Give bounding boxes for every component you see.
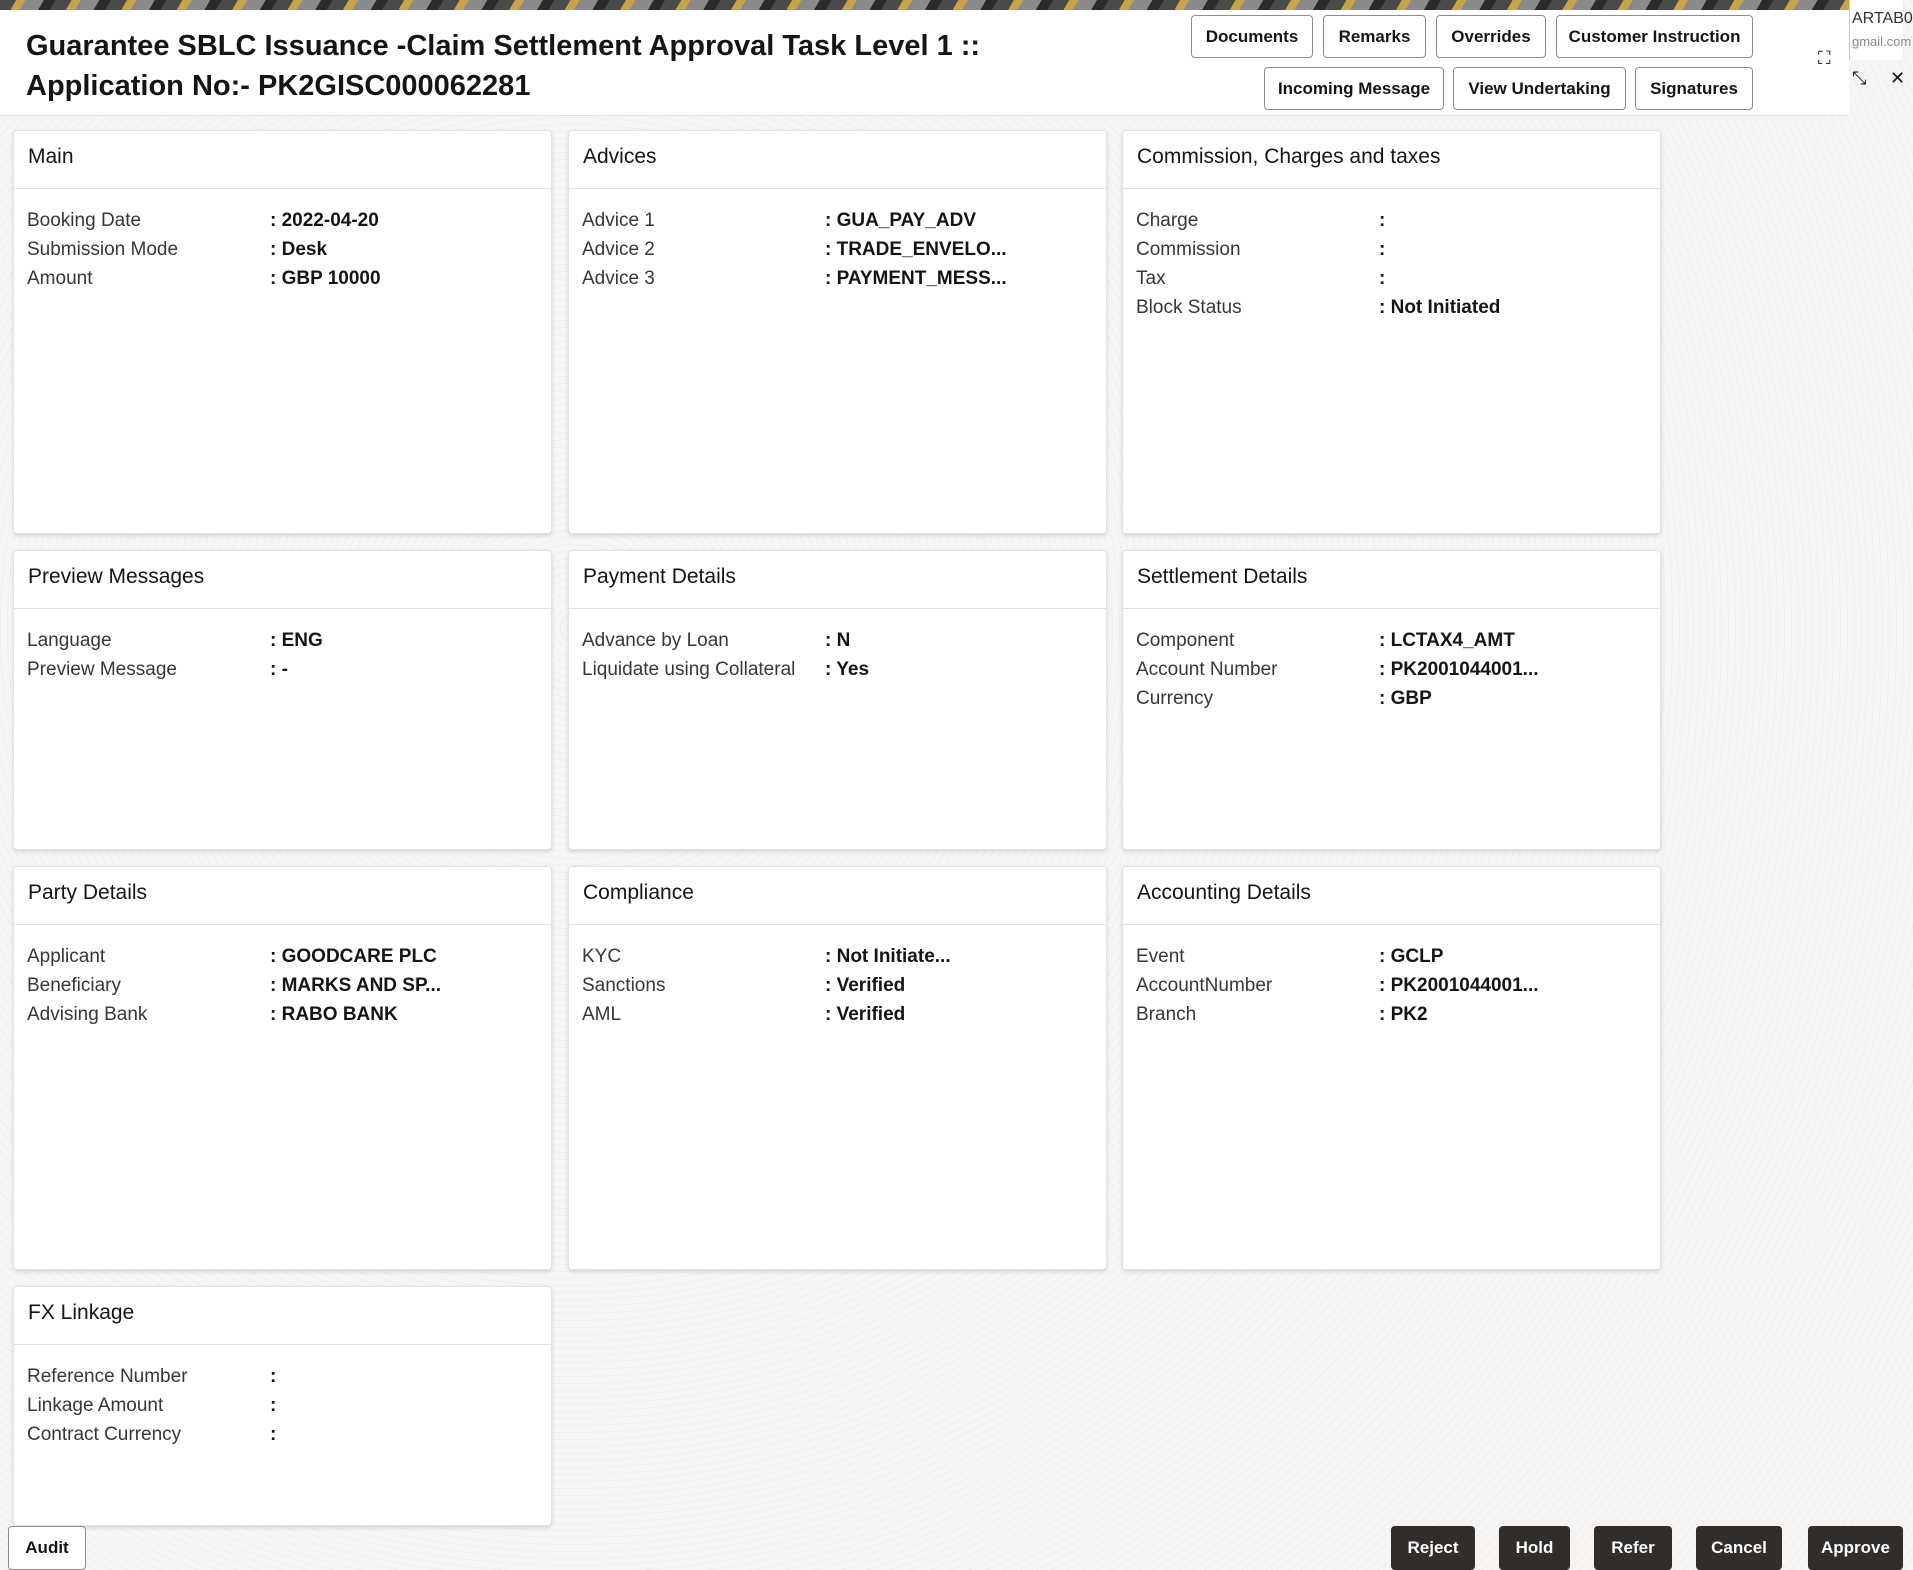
- field-value: : Not Initiated: [1379, 296, 1501, 318]
- reject-button[interactable]: Reject: [1391, 1526, 1475, 1570]
- field-value: : TRADE_ENVELO...: [825, 238, 1007, 260]
- refer-button[interactable]: Refer: [1594, 1526, 1672, 1570]
- page-title: [26, 26, 980, 106]
- field-value: : MARKS AND SP...: [270, 974, 442, 996]
- field-row: [14, 1000, 551, 1029]
- field-value: : PK2001044001...: [1379, 658, 1539, 680]
- field-row: [569, 655, 1106, 684]
- field-value: : GBP: [1379, 687, 1432, 709]
- field-value: :: [270, 1394, 277, 1416]
- field-row: [1123, 206, 1660, 235]
- field-value: : PAYMENT_MESS...: [825, 267, 1007, 289]
- field-label: KYC: [582, 945, 622, 967]
- field-row: [1123, 264, 1660, 293]
- field-row: [14, 206, 551, 235]
- field-label: Advance by Loan: [582, 629, 729, 651]
- field-label: Charge: [1136, 209, 1199, 231]
- field-value: : PK2: [1379, 1003, 1428, 1025]
- field-value: : GUA_PAY_ADV: [825, 209, 976, 231]
- card-payment-details: [568, 550, 1107, 850]
- customer-instruction-button[interactable]: Customer Instruction: [1556, 15, 1753, 58]
- field-value: :: [1379, 238, 1386, 260]
- field-label: Advice 1: [582, 209, 655, 231]
- overrides-button[interactable]: Overrides: [1436, 15, 1546, 58]
- card-title: Commission, Charges and taxes: [1123, 131, 1660, 189]
- banner-strip: [0, 0, 1903, 10]
- field-value: :: [270, 1365, 277, 1387]
- field-row: [14, 264, 551, 293]
- card-title: Settlement Details: [1123, 551, 1660, 609]
- user-email: gmail.com: [1852, 34, 1912, 49]
- field-label: Liquidate using Collateral: [582, 658, 796, 680]
- field-label: Advice 3: [582, 267, 655, 289]
- card-title: Main: [14, 131, 551, 189]
- approve-button[interactable]: Approve: [1808, 1526, 1903, 1570]
- field-label: Booking Date: [27, 209, 142, 231]
- field-value: : PK2001044001...: [1379, 974, 1539, 996]
- field-label: Account Number: [1136, 658, 1278, 680]
- field-row: [14, 626, 551, 655]
- field-row: [569, 235, 1106, 264]
- field-value: : N: [825, 629, 851, 651]
- field-row: [14, 1391, 551, 1420]
- field-label: Branch: [1136, 1003, 1197, 1025]
- field-label: Currency: [1136, 687, 1214, 709]
- field-value: : Not Initiate...: [825, 945, 951, 967]
- card-compliance: [568, 866, 1107, 1270]
- field-value: : Yes: [825, 658, 870, 680]
- user-name: ARTAB0: [1852, 10, 1913, 27]
- field-value: : RABO BANK: [270, 1003, 398, 1025]
- card-party-details: [13, 866, 552, 1270]
- field-value: : GBP 10000: [270, 267, 381, 289]
- field-label: Language: [27, 629, 112, 651]
- field-label: Block Status: [1136, 296, 1242, 318]
- field-label: Linkage Amount: [27, 1394, 164, 1416]
- field-row: [1123, 971, 1660, 1000]
- incoming-message-button[interactable]: Incoming Message: [1264, 67, 1444, 110]
- field-row: [569, 626, 1106, 655]
- field-row: [14, 1362, 551, 1391]
- field-value: :: [270, 1423, 277, 1445]
- field-row: [569, 971, 1106, 1000]
- card-title: Party Details: [14, 867, 551, 925]
- collapse-icon[interactable]: ⛶: [1818, 48, 1831, 68]
- field-value: : Verified: [825, 1003, 906, 1025]
- card-advices: [568, 130, 1107, 534]
- card-title: FX Linkage: [14, 1287, 551, 1345]
- field-label: Commission: [1136, 238, 1241, 260]
- card-settlement-details: [1122, 550, 1661, 850]
- field-row: [1123, 1000, 1660, 1029]
- close-icon[interactable]: ✕: [1890, 68, 1906, 88]
- field-value: : LCTAX4_AMT: [1379, 629, 1515, 651]
- field-value: : Verified: [825, 974, 906, 996]
- field-row: [1123, 684, 1660, 713]
- field-row: [14, 1420, 551, 1449]
- field-row: [1123, 942, 1660, 971]
- application-number: Application No:- PK2GISC000062281: [26, 70, 531, 102]
- field-value: : GOODCARE PLC: [270, 945, 437, 967]
- field-value: : Desk: [270, 238, 328, 260]
- field-row: [14, 235, 551, 264]
- field-value: : ENG: [270, 629, 323, 651]
- card-fx-linkage: [13, 1286, 552, 1526]
- field-row: [569, 264, 1106, 293]
- field-label: Beneficiary: [27, 974, 121, 996]
- field-row: [14, 655, 551, 684]
- field-label: Amount: [27, 267, 93, 289]
- title-line-1: Guarantee SBLC Issuance -Claim Settlement Approval Task Level 1 ::: [26, 30, 981, 62]
- field-row: [1123, 293, 1660, 322]
- card-title: Preview Messages: [14, 551, 551, 609]
- card-main: [13, 130, 552, 534]
- field-label: Sanctions: [582, 974, 666, 996]
- field-label: Contract Currency: [27, 1423, 182, 1445]
- field-value: : GCLP: [1379, 945, 1444, 967]
- signatures-button[interactable]: Signatures: [1635, 67, 1753, 110]
- field-label: Reference Number: [27, 1365, 188, 1387]
- field-label: Advice 2: [582, 238, 655, 260]
- card-preview-messages: [13, 550, 552, 850]
- remarks-button[interactable]: Remarks: [1323, 15, 1426, 58]
- field-label: Component: [1136, 629, 1235, 651]
- documents-button[interactable]: Documents: [1191, 15, 1313, 58]
- audit-button[interactable]: Audit: [8, 1526, 86, 1570]
- field-row: [569, 206, 1106, 235]
- field-value: : -: [270, 658, 288, 680]
- field-row: [569, 1000, 1106, 1029]
- field-row: [1123, 655, 1660, 684]
- card-title: Payment Details: [569, 551, 1106, 609]
- field-row: [1123, 235, 1660, 264]
- user-panel: [1849, 0, 1913, 60]
- field-row: [14, 971, 551, 1000]
- hold-button[interactable]: Hold: [1499, 1526, 1570, 1570]
- field-label: Advising Bank: [27, 1003, 148, 1025]
- field-label: Preview Message: [27, 658, 177, 680]
- card-title: Accounting Details: [1123, 867, 1660, 925]
- cancel-button[interactable]: Cancel: [1696, 1526, 1782, 1570]
- page-header: [0, 10, 1849, 116]
- field-label: Applicant: [27, 945, 106, 967]
- card-title: Compliance: [569, 867, 1106, 925]
- field-label: Submission Mode: [27, 238, 179, 260]
- field-row: [569, 942, 1106, 971]
- field-label: AML: [582, 1003, 622, 1025]
- view-undertaking-button[interactable]: View Undertaking: [1453, 67, 1626, 110]
- field-value: :: [1379, 267, 1386, 289]
- card-title: Advices: [569, 131, 1106, 189]
- field-row: [1123, 626, 1660, 655]
- card-accounting-details: [1122, 866, 1661, 1270]
- field-label: Tax: [1136, 267, 1166, 289]
- field-label: AccountNumber: [1136, 974, 1273, 996]
- field-value: :: [1379, 209, 1386, 231]
- minimize-icon[interactable]: ⤡: [1852, 68, 1867, 88]
- card-commission-charges-taxes: [1122, 130, 1661, 534]
- field-label: Event: [1136, 945, 1185, 967]
- field-row: [14, 942, 551, 971]
- field-value: : 2022-04-20: [270, 209, 379, 231]
